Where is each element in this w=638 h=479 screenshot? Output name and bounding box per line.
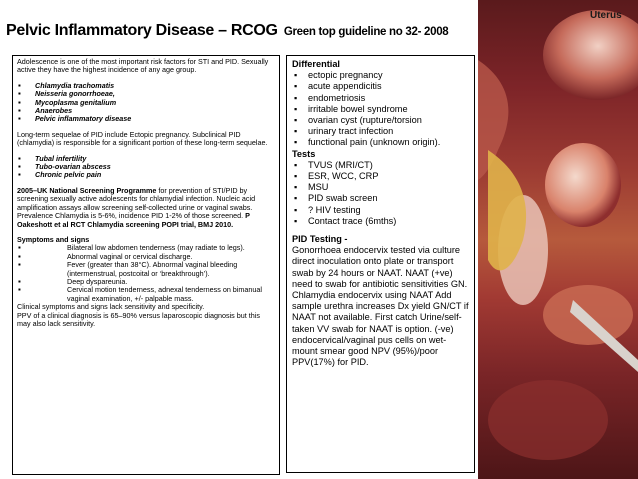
ovary-shape [545,143,621,227]
list-item: ▪ Cervical motion tenderness, adnexal tenderness on bimanual vaginal examination, +/- palpable mass. [17,286,275,303]
list-item: ▪ acute appendicitis [292,81,469,92]
list-item: ▪ Mycoplasma genitalium [17,99,275,107]
list-item: ▪ Abnormal vaginal or cervical discharge. [17,253,275,261]
list-item: ▪ Pelvic inflammatory disease [17,115,275,123]
symptoms-heading: Symptoms and signs [17,234,90,244]
list-item: ▪ Anaerobes [17,107,275,115]
footer-ppv: PPV of a clinical diagnosis is 65–90% versus laparoscopic diagnosis but this may also lack sensitivity. [17,310,260,328]
tests-heading: Tests [292,148,316,159]
pid-testing-heading: PID Testing - [292,234,348,245]
list-item: ▪ Deep dyspareunia. [17,278,275,286]
uterus-label: Uterus [590,10,622,21]
intro-text: Adolescence is one of the most important risk factors for STI and PID. Sexually active they have the highest incidence of any age group. [17,57,269,75]
list-item: ▪ ovarian cyst (rupture/torsion [292,115,469,126]
list-item: ▪ ectopic pregnancy [292,70,469,81]
laparoscopy-image [478,0,638,479]
tests-list [292,160,469,227]
list-item: ▪ ESR, WCC, CRP [292,171,469,182]
pid-testing-text: Gonorrhoea endocervix tested via culture direct inoculation onto plate or transport swab by 24 hours or NAAT. NAAT (+ve) need to swab for antibiotic sensitivities GN. Chlamydia endocervix using NAAT Add sample urethra increases Dx yield GN/CT if NAAT not available. First catch Urine/self-taken VV swab for NAAT is option. (-ve) endocervical/vaginal pus cells on wet-mount smear good NPV (95%)/poor PPV(17%) for PID. [292,245,469,368]
left-text-box [12,55,280,475]
list-item: ▪ endometriosis [292,93,469,104]
programme-lead: 2005–UK National Screening Programme [17,185,157,195]
list-item: ▪ urinary tract infection [292,126,469,137]
list-item: ▪ Fever (greater than 38°C). Abnormal vaginal bleeding (intermenstrual, postcoital or ‘breakthrough’). [17,261,275,278]
laparoscopy-photo [478,0,638,479]
list-item: ▪ Contact trace (6mths) [292,216,469,227]
list-item: ▪ Chronic pelvic pain [17,171,275,179]
differential-list [292,70,469,148]
sequelae-list [17,155,275,180]
list-item: ▪ Tubo-ovarian abscess [17,163,275,171]
list-item: ▪ irritable bowel syndrome [292,104,469,115]
list-item: ▪ Neisseria gonorrhoeae, [17,90,275,98]
list-item: ▪ Bilateral low abdomen tenderness (may radiate to legs). [17,244,275,252]
list-item: ▪ TVUS (MRI/CT) [292,160,469,171]
footer-sensitivity: Clinical symptoms and signs lack sensitivity and specificity. [17,302,205,312]
list-item: ▪ Tubal infertility [17,155,275,163]
title-subtitle: Green top guideline no 32- 2008 [283,26,449,38]
list-item: ▪ ? HIV testing [292,205,469,216]
differential-heading: Differential [292,59,340,69]
lower-tissue-shape [488,380,608,460]
organism-list [17,82,275,124]
programme-text: for prevention of STI/PID by screening sexually active adolescents for chlamydial infection. Nucleic acid amplification assays allow screening self-collected urine or vaginal swabs. Prevalence Chlamydia is 5-6%, incidence PID 1-2% of those screened. [17,185,256,221]
uterus-shape [543,10,638,100]
list-item: ▪ Chlamydia trachomatis [17,82,275,90]
right-text-box [286,55,475,473]
symptoms-list [17,244,275,303]
programme-paragraph [17,187,275,229]
sequelae-text: Long-term sequelae of PID include Ectopic pregnancy. Subclinical PID (chlamydia) is responsible for a significant portion of these long-term sequelae. [17,129,268,148]
list-item: ▪ MSU [292,182,469,193]
slide-title [6,22,448,40]
list-item: ▪ PID swab screen [292,193,469,204]
programme-ref: P Oakeshott et al RCT Chlamydia screening POPI trial, BMJ 2010. [17,211,250,229]
list-item: ▪ functional pain (unknown origin). [292,137,469,148]
title-main: Pelvic Inflammatory Disease – RCOG [6,22,278,39]
